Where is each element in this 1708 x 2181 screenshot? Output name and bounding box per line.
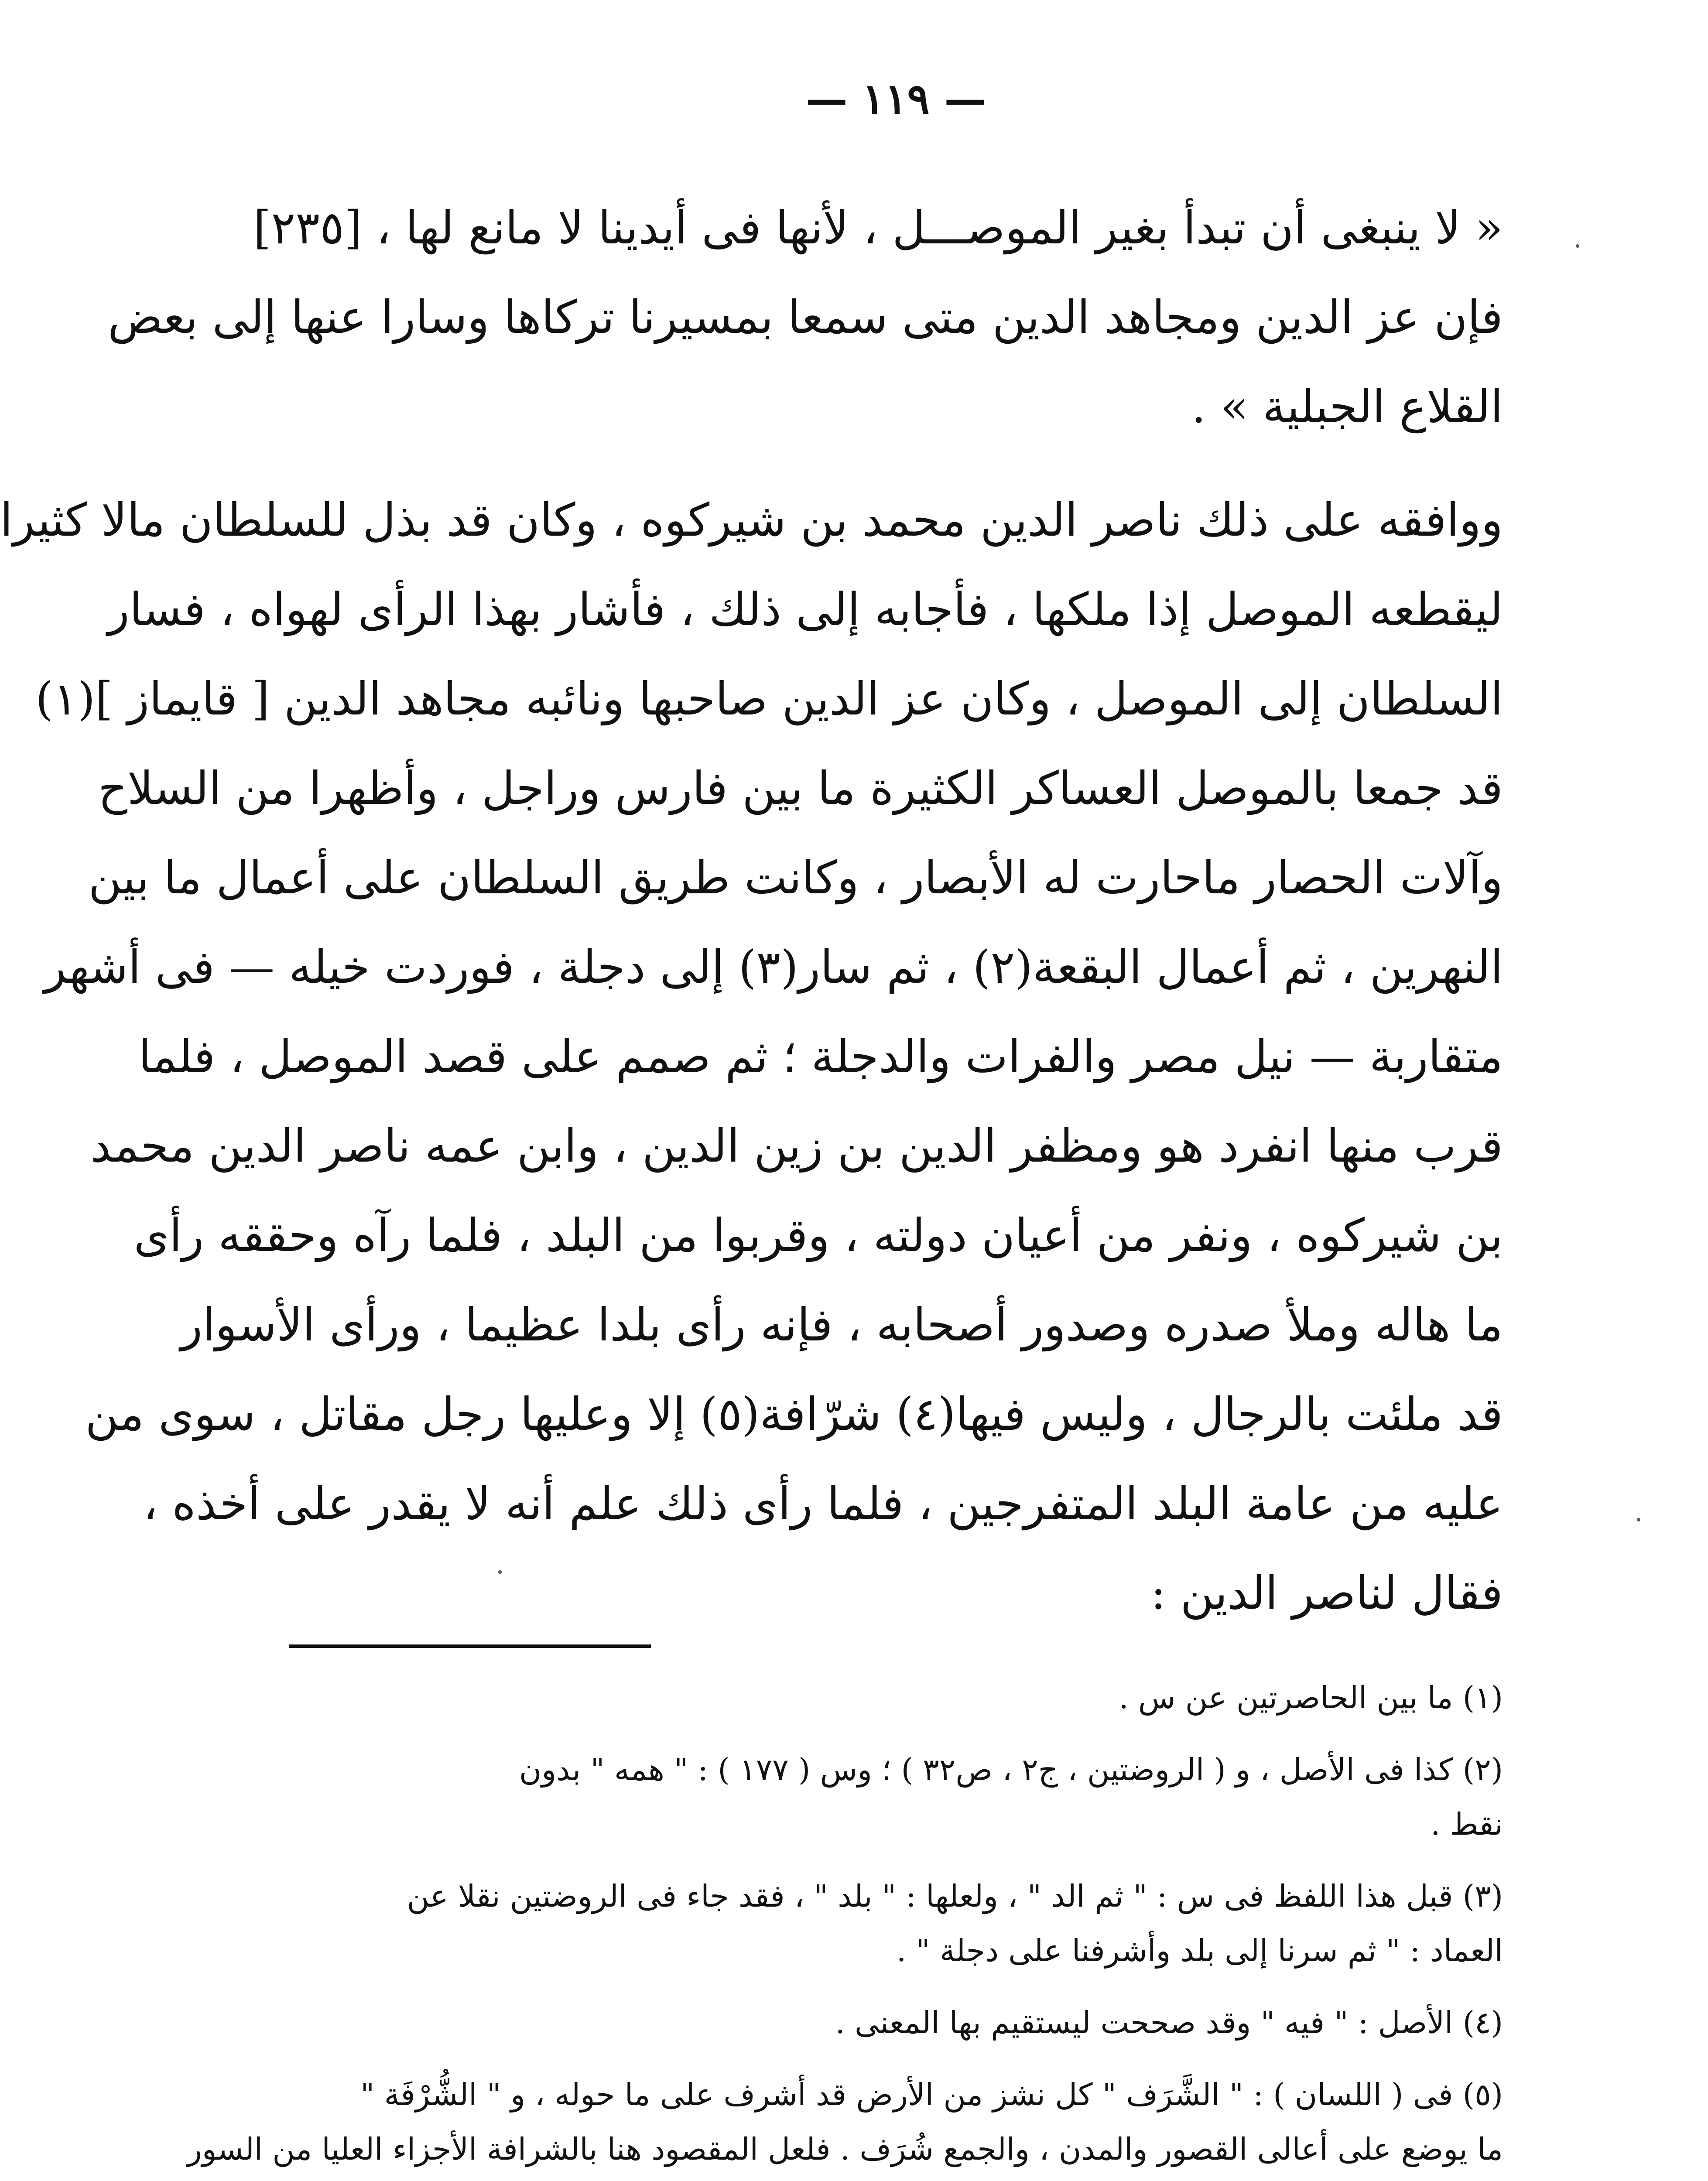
footnote-2: [281, 1743, 1503, 1852]
body-line: بن شيركوه ، ونفر من أعيان دولته ، وقربوا من البلد ، فلما رآه وحققه رأى: [133, 1209, 1503, 1262]
body-line: ووافقه على ذلك ناصر الدين محمد بن شيركوه ، وكان قد بذل للسلطان مالا كثيرا: [0, 493, 1503, 547]
body-line: النهرين ، ثم أعمال البقعة(٢) ، ثم سار(٣) إلى دجلة ، فوردت خيله — فى أشهر: [44, 940, 1503, 994]
quote-line: القلاع الجبلية » .: [1191, 380, 1503, 433]
footnote-line: [281, 2177, 1503, 2181]
footnote-3: [281, 1869, 1503, 1978]
body-line: عليه من عامة البلد المتفرجين ، فلما رأى ذلك علم أنه لا يقدر على أخذه ،: [143, 1477, 1503, 1530]
footnote-5: [187, 2068, 1503, 2181]
footnote-line: نقط .: [1431, 1806, 1503, 1842]
body-line: متقاربة — نيل مصر والفرات والدجلة ؛ ثم صمم على قصد الموصل ، فلما: [138, 1030, 1503, 1083]
footnote-4: [281, 1996, 1503, 2050]
body-line: السلطان إلى الموصل ، وكان عز الدين صاحبها ونائبه مجاهد الدين [ قايماز ](١): [35, 672, 1503, 725]
body-line: فقال لناصر الدين :: [1150, 1566, 1503, 1620]
body-line: ما هاله وملأ صدره وصدور أصحابه ، فإنه رأى بلدا عظيما ، ورأى الأسوار: [180, 1298, 1503, 1351]
body-line: قد ملئت بالرجال ، وليس فيها(٤) شرّافة(٥) إلا وعليها رجل مقاتل ، سوى من: [85, 1388, 1503, 1441]
body-line: وآلات الحصار ماحارت له الأبصار ، وكانت طريق السلطان على أعمال ما بين: [88, 851, 1503, 904]
page-number: — ١١٩ —: [805, 74, 986, 123]
footnote-line: (٥) فى ( اللسان ) : " الشَّرَف " كل نشز من الأرض قد أشرف على ما حوله ، و " الشُّرْفَة ": [360, 2077, 1503, 2113]
footnote-line: ما يوضع على أعالى القصور والمدن ، والجمع شُرَف . فلعل المقصود هنا بالشرافة الأجزاء العليا من السور: [187, 2131, 1503, 2167]
body-paragraph: [0, 475, 1503, 1638]
footnote-line: (٤) الأصل : " فيه " وقد صححت ليستقيم بها المعنى .: [835, 2005, 1503, 2041]
footnote-line: (٢) كذا فى الأصل ، و ( الروضتين ، ج٢ ، ص٣٢ ) ؛ وس ( ١٧٧ ) : " همه " بدون: [519, 1752, 1503, 1788]
ink-speck: [1576, 244, 1579, 248]
body-line: قد جمعا بالموصل العساكر الكثيرة ما بين فارس وراجل ، وأظهرا من السلاح: [98, 762, 1503, 815]
footnote-1: [281, 1671, 1503, 1725]
quote-line: فإن عز الدين ومجاهد الدين متى سمعا بمسيرنا تركاها وسارا عنها إلى بعض: [108, 291, 1503, 344]
body-line: ليقطعه الموصل إذا ملكها ، فأجابه إلى ذلك ، فأشار بهذا الرأى لهواه ، فسار: [107, 583, 1503, 636]
footnote-line: (١) ما بين الحاصرتين عن س .: [1119, 1680, 1503, 1716]
quote-line: « لا ينبغى أن تبدأ بغير الموصـــل ، لأنها فى أيدينا لا مانع لها ، [٢٣٥]: [253, 201, 1503, 254]
footnote-line: العماد : " ثم سرنا إلى بلد وأشرفنا على دجلة " .: [896, 1933, 1503, 1969]
quoted-passage: [108, 183, 1503, 451]
footnotes: [187, 1671, 1503, 2181]
footnote-line: (٣) قبل هذا اللفظ فى س : " ثم الد " ، ولعلها : " بلد " ، فقد جاء فى الروضتين نقلا عن: [407, 1878, 1503, 1914]
ink-speck: [1637, 1518, 1640, 1521]
body-line: قرب منها انفرد هو ومظفر الدين بن زين الدين ، وابن عمه ناصر الدين محمد: [90, 1119, 1503, 1173]
ink-speck: [498, 1570, 502, 1574]
footnote-separator: [289, 1644, 651, 1648]
